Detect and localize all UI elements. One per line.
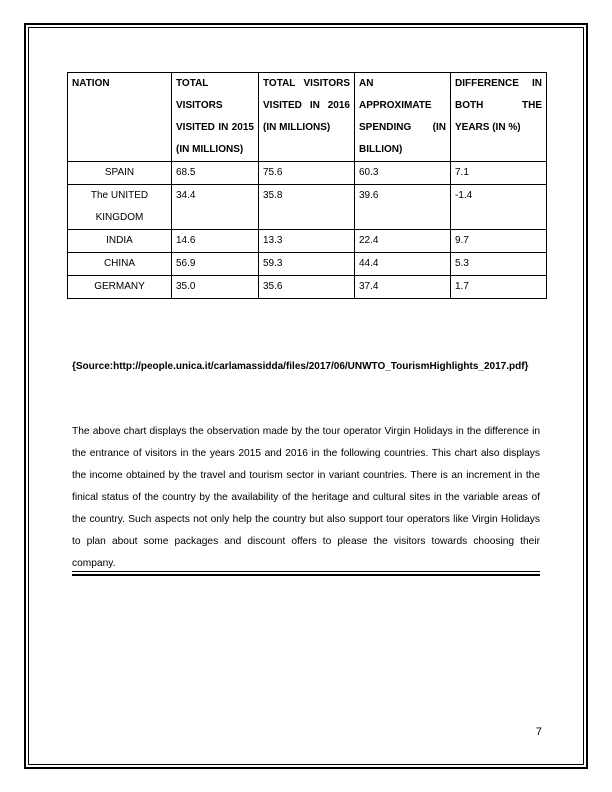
cell-nation: GERMANY bbox=[68, 276, 172, 299]
source-citation: {Source:http://people.unica.it/carlamassidda/files/2017/06/UNWTO_TourismHighlights_2017.pdf} bbox=[72, 361, 529, 372]
cell-spending: 60.3 bbox=[355, 162, 451, 185]
header-spending: AN APPROXIMATE SPENDING (IN BILLION) bbox=[355, 73, 451, 162]
cell-spending: 44.4 bbox=[355, 253, 451, 276]
cell-spending: 22.4 bbox=[355, 230, 451, 253]
cell-2015: 56.9 bbox=[172, 253, 259, 276]
header-difference: DIFFERENCE IN BOTH THE YEARS (IN %) bbox=[451, 73, 547, 162]
cell-nation: SPAIN bbox=[68, 162, 172, 185]
cell-difference: 7.1 bbox=[451, 162, 547, 185]
cell-nation: INDIA bbox=[68, 230, 172, 253]
cell-spending: 37.4 bbox=[355, 276, 451, 299]
cell-spending: 39.6 bbox=[355, 185, 451, 230]
cell-2016: 35.8 bbox=[259, 185, 355, 230]
cell-difference: 5.3 bbox=[451, 253, 547, 276]
cell-difference: 1.7 bbox=[451, 276, 547, 299]
cell-2015: 35.0 bbox=[172, 276, 259, 299]
table-header-row bbox=[68, 73, 547, 162]
cell-2015: 34.4 bbox=[172, 185, 259, 230]
cell-difference: -1.4 bbox=[451, 185, 547, 230]
visitors-table bbox=[67, 72, 547, 299]
header-visitors-2016: TOTAL VISITORS VISITED IN 2016 (IN MILLIONS) bbox=[259, 73, 355, 162]
cell-2015: 68.5 bbox=[172, 162, 259, 185]
header-nation: NATION bbox=[68, 73, 172, 162]
table-row bbox=[68, 185, 547, 230]
table-row bbox=[68, 276, 547, 299]
cell-difference: 9.7 bbox=[451, 230, 547, 253]
cell-2015: 14.6 bbox=[172, 230, 259, 253]
cell-nation: The UNITED KINGDOM bbox=[68, 185, 172, 230]
table-row bbox=[68, 230, 547, 253]
divider-line-thick bbox=[72, 574, 540, 576]
table-row bbox=[68, 162, 547, 185]
table-row bbox=[68, 253, 547, 276]
page-number: 7 bbox=[535, 726, 542, 738]
cell-2016: 59.3 bbox=[259, 253, 355, 276]
cell-2016: 13.3 bbox=[259, 230, 355, 253]
cell-2016: 35.6 bbox=[259, 276, 355, 299]
cell-nation: CHINA bbox=[68, 253, 172, 276]
header-visitors-2015: TOTAL VISITORS VISITED IN 2015 (IN MILLIONS) bbox=[172, 73, 259, 162]
divider-line bbox=[72, 571, 540, 572]
body-paragraph: The above chart displays the observation made by the tour operator Virgin Holidays in the difference in the entrance of visitors in the years 2015 and 2016 in the following countries. This chart also displays the income obtained by the travel and tourism sector in variant countries. There is an increment in the finical status of the country by the availability of the heritage and cultural sites in the variable areas of the country. Such aspects not only help the country but also support tour operators like Virgin Holidays to plan about some packages and discount offers to please the visitors towards choosing their company. bbox=[72, 426, 540, 569]
cell-2016: 75.6 bbox=[259, 162, 355, 185]
